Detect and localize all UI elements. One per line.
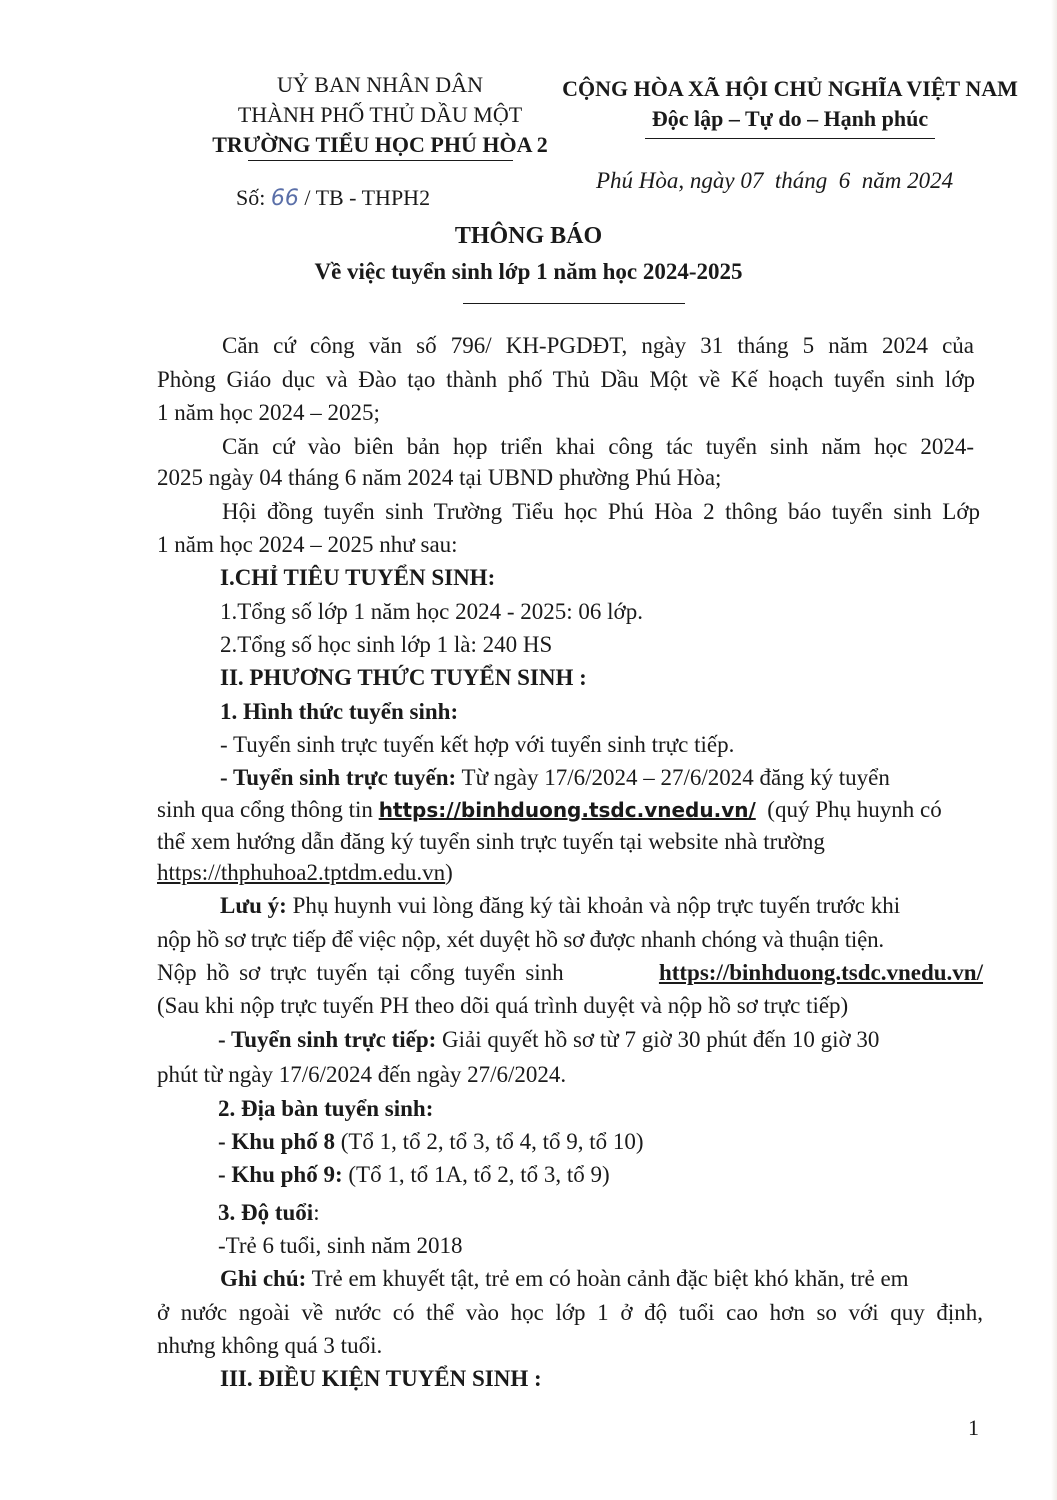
header-right bbox=[560, 74, 1020, 134]
note-label: Lưu ý: bbox=[220, 893, 287, 918]
online-line2: sinh qua cổng thông tin https://binhduong.tsdc.vnedu.vn/ (quý Phụ huynh có bbox=[157, 797, 942, 822]
remark-line2: ở nước ngoài về nước có thể vào học lớp 1 ở độ tuổi cao hơn so với quy định, bbox=[157, 1300, 983, 1325]
national-title: CỘNG HÒA XÃ HỘI CHỦ NGHĨA VIỆT NAM bbox=[562, 76, 1018, 101]
age-subheading: 3. Độ tuổi: bbox=[218, 1200, 320, 1225]
note-portal-link[interactable]: https://binhduong.tsdc.vnedu.vn/ bbox=[658, 960, 983, 985]
para3-line1: Hội đồng tuyển sinh Trường Tiểu học Phú Hòa 2 thông báo tuyển sinh Lớp bbox=[222, 499, 980, 524]
section1-heading: I.CHỈ TIÊU TUYỂN SINH: bbox=[220, 565, 496, 590]
title-rule bbox=[463, 303, 685, 304]
online-text: Từ ngày 17/6/2024 – 27/6/2024 đăng ký tuyển bbox=[456, 765, 890, 790]
online-label: - Tuyển sinh trực tuyến: bbox=[220, 765, 457, 790]
online-line1 bbox=[220, 763, 960, 793]
note-line4: (Sau khi nộp trực tuyến PH theo dõi quá trình duyệt và nộp hồ sơ trực tiếp) bbox=[157, 993, 849, 1018]
online-line4: https://thphuhoa2.tptdm.edu.vn) bbox=[157, 860, 453, 885]
area1: - Khu phố 8 (Tổ 1, tổ 2, tổ 3, tổ 4, tổ 9, tổ 10) bbox=[218, 1129, 644, 1154]
school-website-link[interactable]: https://thphuhoa2.tptdm.edu.vn bbox=[157, 860, 446, 885]
remark-label: Ghi chú: bbox=[220, 1266, 307, 1291]
para1-line2: Phòng Giáo dục và Đào tạo thành phố Thủ Dầu Một về Kế hoạch tuyển sinh lớp bbox=[157, 367, 975, 392]
doc-number-suffix: / TB - THPH2 bbox=[304, 185, 431, 210]
para1-line3: 1 năm học 2024 – 2025; bbox=[157, 400, 380, 425]
city-name: THÀNH PHỐ THỦ DẦU MỘT bbox=[237, 102, 523, 127]
doc-number-handwritten: 66 bbox=[270, 186, 299, 211]
para2-line2: 2025 ngày 04 tháng 6 năm 2024 tại UBND phường Phú Hòa; bbox=[157, 465, 722, 490]
remark-line3: nhưng không quá 3 tuổi. bbox=[157, 1333, 383, 1358]
header-left-rule bbox=[248, 160, 513, 161]
form-bullet1: - Tuyển sinh trực tuyến kết hợp với tuyển sinh trực tiếp. bbox=[220, 732, 735, 757]
header-right-rule bbox=[645, 138, 935, 139]
school-name: TRƯỜNG TIỂU HỌC PHÚ HÒA 2 bbox=[212, 132, 548, 157]
area2: - Khu phố 9: (Tổ 1, tổ 1A, tổ 2, tổ 3, tổ 9) bbox=[218, 1162, 610, 1187]
date-line: Phú Hòa, ngày 07 tháng 6 năm 2024 bbox=[596, 168, 954, 193]
direct-label: - Tuyển sinh trực tiếp: bbox=[218, 1027, 437, 1052]
page-number: 1 bbox=[968, 1415, 979, 1440]
national-motto: Độc lập – Tự do – Hạnh phúc bbox=[651, 106, 929, 131]
doc-subtitle: Về việc tuyển sinh lớp 1 năm học 2024-2025 bbox=[314, 259, 743, 284]
section2-heading: II. PHƯƠNG THỨC TUYỂN SINH : bbox=[220, 665, 587, 690]
doc-number-prefix: Số: bbox=[236, 185, 266, 210]
section1-item1: 1.Tổng số lớp 1 năm học 2024 - 2025: 06 lớp. bbox=[220, 599, 643, 624]
para1-line1: Căn cứ công văn số 796/ KH-PGDĐT, ngày 31 tháng 5 năm 2024 của bbox=[222, 333, 974, 358]
committee-name: UỶ BAN NHÂN DÂN bbox=[277, 72, 483, 97]
note-line2: nộp hồ sơ trực tiếp để việc nộp, xét duyệt hồ sơ được nhanh chóng và thuận tiện. bbox=[157, 927, 884, 952]
remark-line1: Ghi chú: Trẻ em khuyết tật, trẻ em có hoàn cảnh đặc biệt khó khăn, trẻ em bbox=[220, 1266, 909, 1291]
doc-title: THÔNG BÁO bbox=[454, 223, 603, 249]
online-line3: thể xem hướng dẫn đăng ký tuyển sinh trực tuyến tại website nhà trường bbox=[157, 829, 825, 854]
direct-line2: phút từ ngày 17/6/2024 đến ngày 27/6/2024. bbox=[157, 1062, 567, 1087]
para3-line2: 1 năm học 2024 – 2025 như sau: bbox=[157, 532, 458, 557]
scan-edge-shadow bbox=[1051, 0, 1057, 1500]
doc-number bbox=[236, 183, 430, 214]
area-subheading: 2. Địa bàn tuyển sinh: bbox=[218, 1096, 434, 1121]
direct-line1: - Tuyển sinh trực tiếp: Giải quyết hồ sơ từ 7 giờ 30 phút đến 10 giờ 30 bbox=[218, 1027, 880, 1052]
header-left bbox=[150, 70, 610, 160]
age-text: -Trẻ 6 tuổi, sinh năm 2018 bbox=[218, 1233, 463, 1258]
para2-line1: Căn cứ vào biên bản họp triển khai công tác tuyển sinh năm học 2024- bbox=[222, 434, 974, 459]
section3-heading: III. ĐIỀU KIỆN TUYỂN SINH : bbox=[220, 1366, 542, 1391]
note-line1: Lưu ý: Phụ huynh vui lòng đăng ký tài khoản và nộp trực tuyến trước khi bbox=[220, 893, 901, 918]
note-line3: Nộp hồ sơ trực tuyến tại cổng tuyển sinh https://binhduong.tsdc.vnedu.vn/ bbox=[157, 958, 983, 988]
online-portal-link[interactable]: https://binhduong.tsdc.vnedu.vn/ bbox=[378, 798, 756, 822]
form-subheading: 1. Hình thức tuyển sinh: bbox=[220, 699, 459, 724]
section1-item2: 2.Tổng số học sinh lớp 1 là: 240 HS bbox=[220, 632, 553, 657]
